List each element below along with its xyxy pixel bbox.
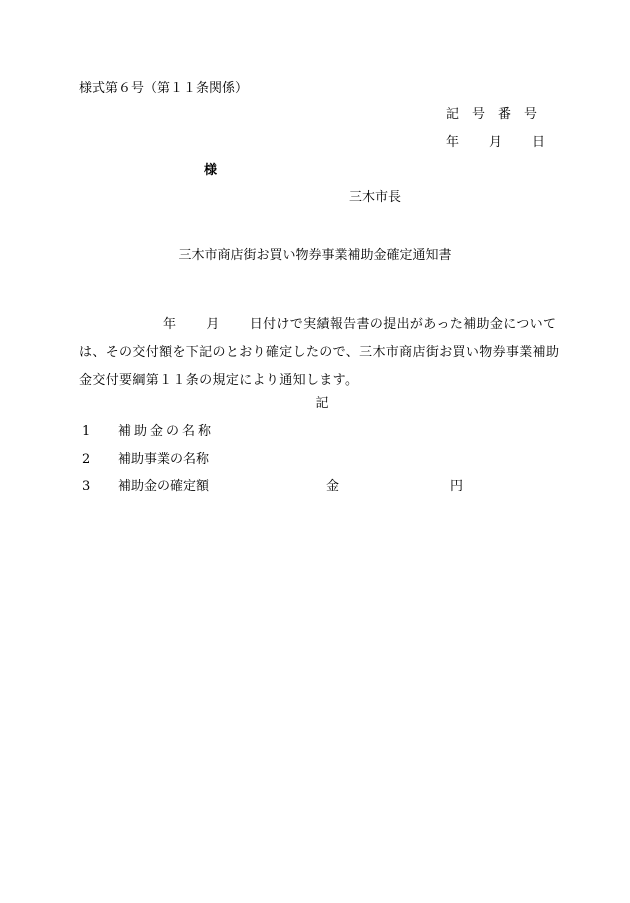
body-paragraph xyxy=(79,311,569,395)
body-year: 年 xyxy=(163,317,177,332)
issuer: 三木市長 xyxy=(349,190,402,205)
document-title: 三木市商店街お買い物券事業補助金確定通知書 xyxy=(178,248,452,263)
date-year: 年 xyxy=(446,135,460,150)
item-number: 1 xyxy=(82,424,91,439)
item-label: 補助事業の名称 xyxy=(118,452,210,467)
body-month: 月 xyxy=(206,317,220,332)
form-number: 様式第６号（第１１条関係） xyxy=(79,81,249,96)
date-month: 月 xyxy=(489,135,503,150)
list-item xyxy=(79,424,214,440)
ki-heading: 記 xyxy=(315,396,329,411)
document-number: 記 号 番 号 xyxy=(446,107,538,122)
amount-yen-label: 円 xyxy=(450,479,464,494)
item-number: 2 xyxy=(82,452,91,467)
item-label: 補助金の名称 xyxy=(118,424,215,439)
date-day: 日 xyxy=(532,135,546,150)
item-number: 3 xyxy=(82,479,91,494)
list-item xyxy=(79,479,209,495)
list-item xyxy=(79,452,209,468)
amount-kin-label: 金 xyxy=(326,479,340,494)
body-text: 日付けで実績報告書の提出があった補助金については、その交付額を下記のとおり確定したので、三木市商店街お買い物券事業補助金交付要綱第１１条の規定により通知します。 xyxy=(79,317,560,388)
addressee: 様 xyxy=(204,163,218,178)
item-label: 補助金の確定額 xyxy=(118,479,210,494)
document-date xyxy=(446,135,545,151)
